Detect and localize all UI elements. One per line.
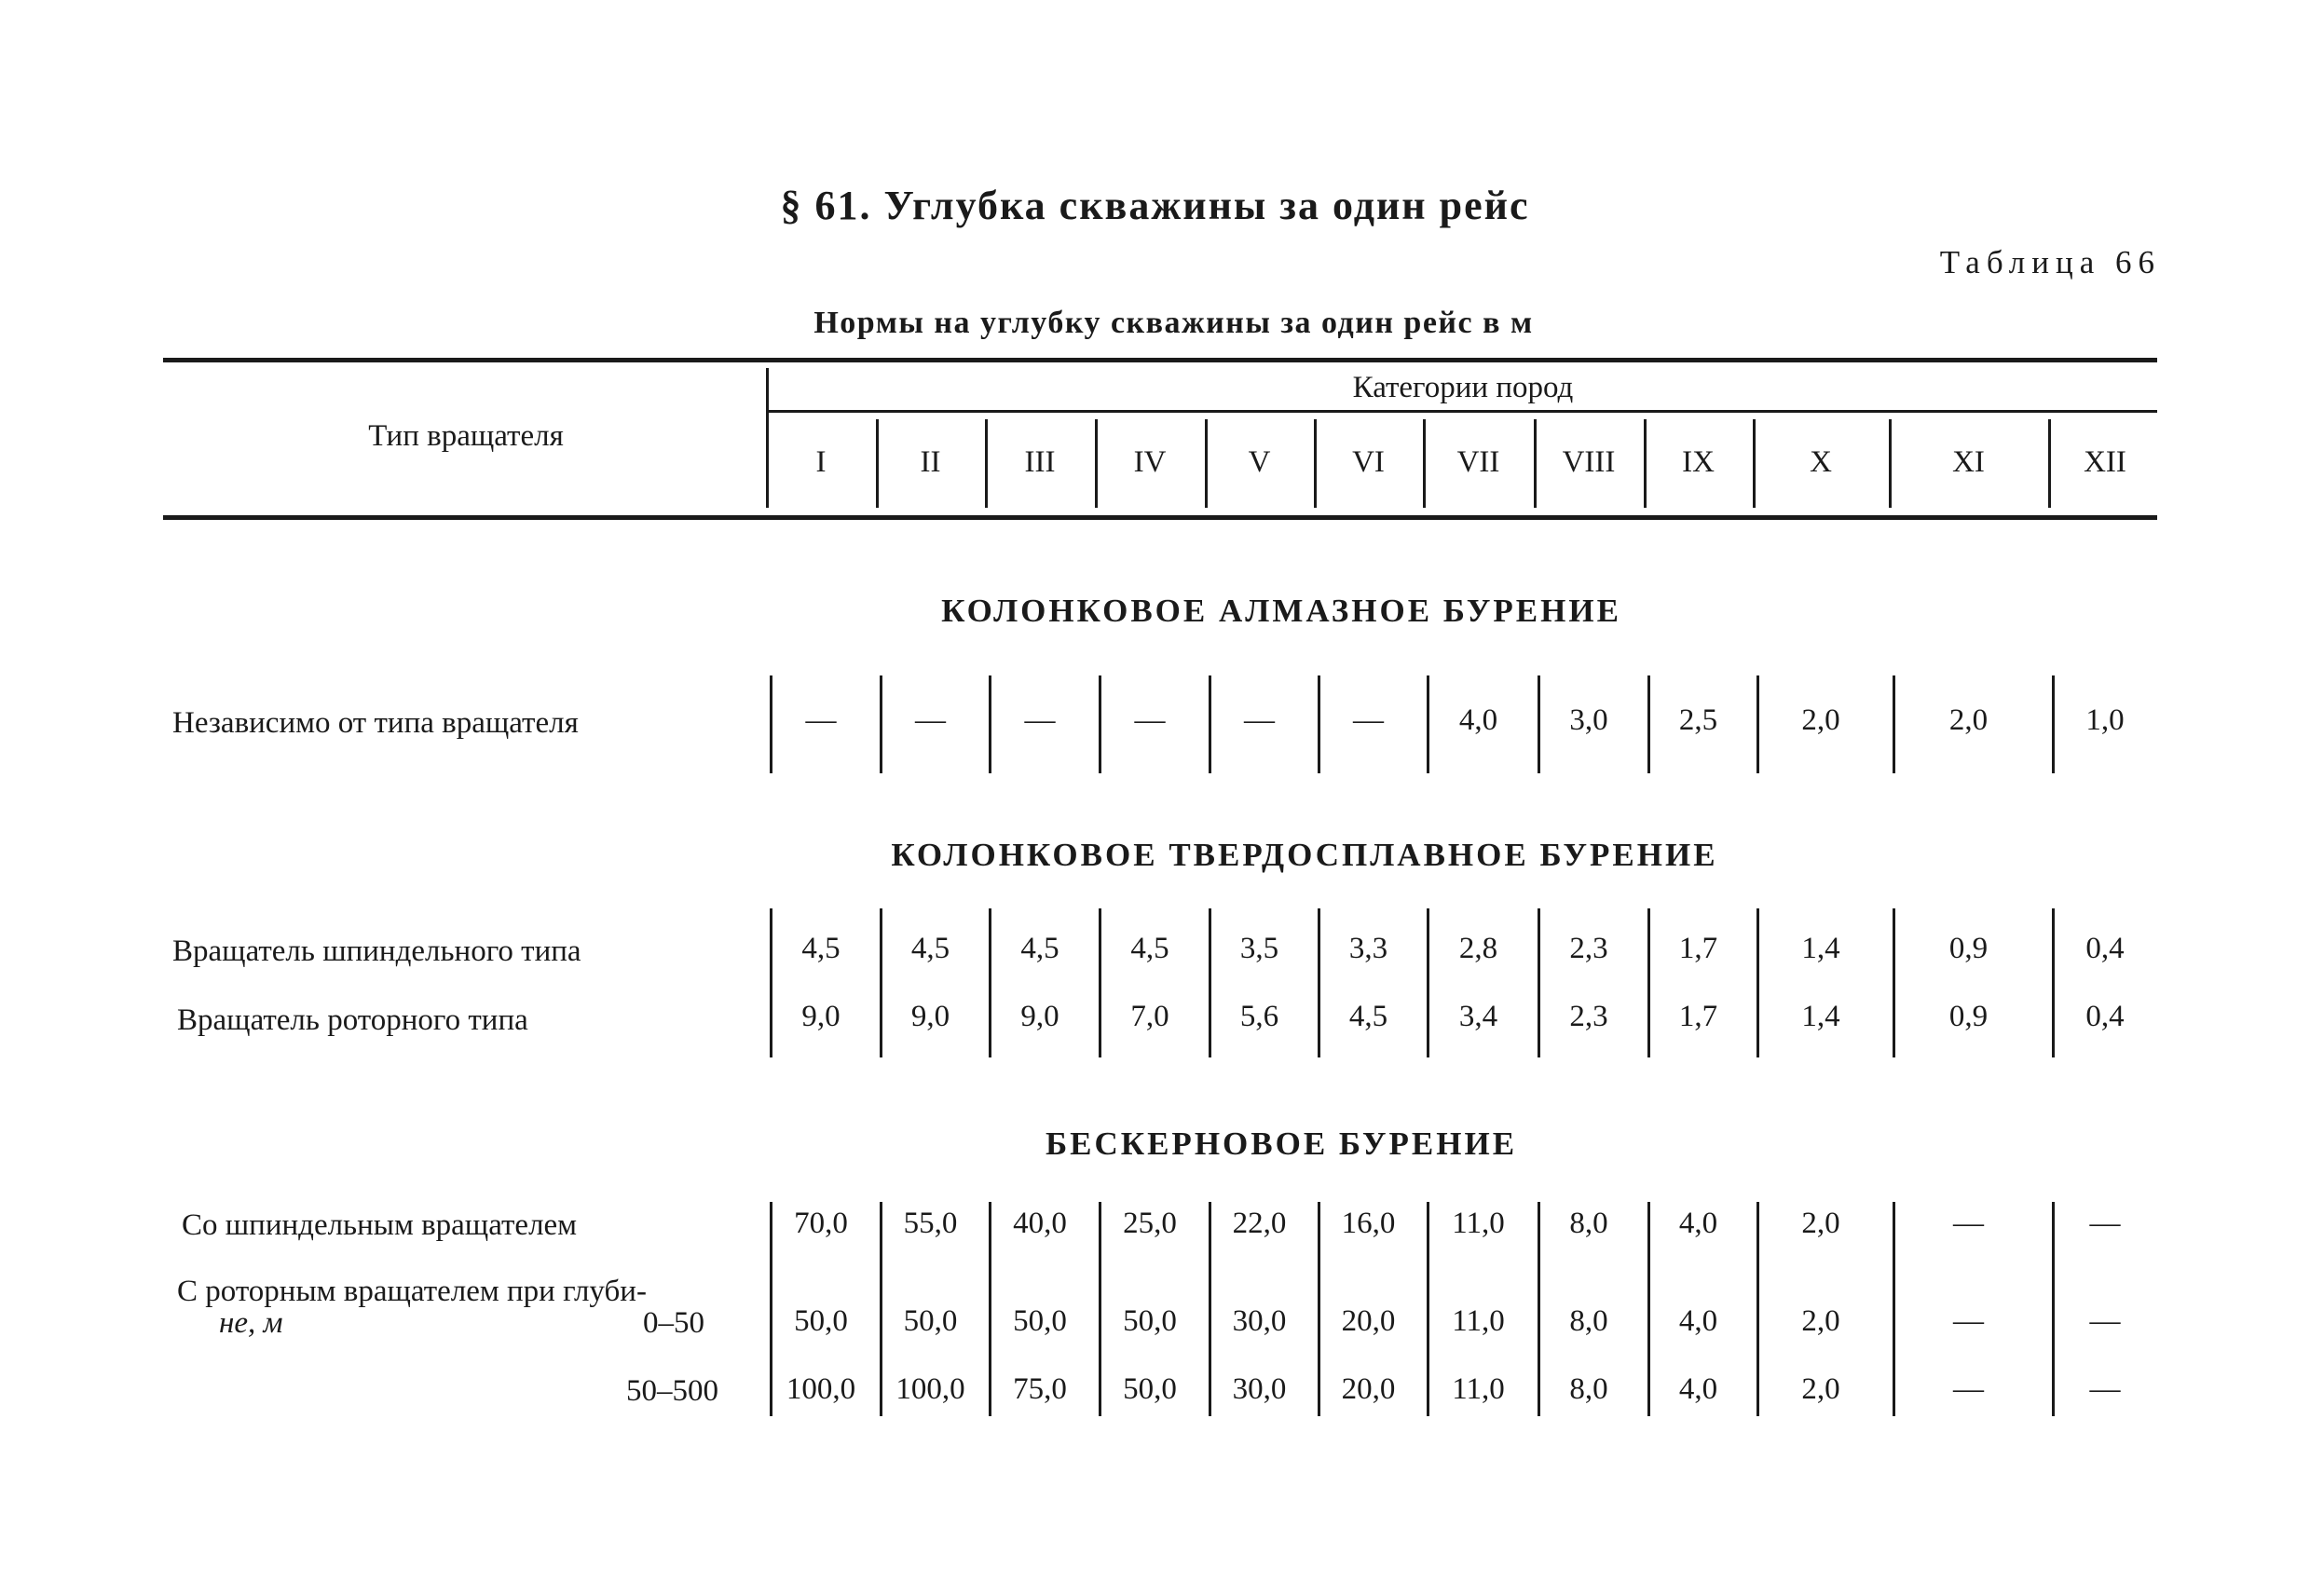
table-cell: 2,0	[1801, 1304, 1840, 1338]
body-column-divider	[989, 908, 991, 1057]
body-column-divider	[1099, 908, 1101, 1057]
table-cell: 4,0	[1458, 703, 1498, 737]
body-column-divider	[1893, 908, 1895, 1057]
table-cell: 0,9	[1948, 932, 1989, 965]
rotator-type-header: Тип вращателя	[368, 419, 564, 453]
table-cell: 2,0	[1801, 1372, 1840, 1406]
table-cell: 1,4	[1801, 1000, 1840, 1033]
body-column-divider	[2052, 908, 2055, 1057]
diamond-drilling-title: КОЛОНКОВОЕ АЛМАЗНОЕ БУРЕНИЕ	[941, 593, 1621, 629]
table-cell: —	[1134, 703, 1166, 737]
row-label-coreless-rotary-cont: не, м	[219, 1306, 283, 1340]
body-column-divider	[1756, 908, 1759, 1057]
section-heading: § 61. Углубка скважины за один рейс	[780, 183, 1530, 228]
table-cell: —	[2089, 1207, 2121, 1240]
table-cell: 11,0	[1452, 1207, 1505, 1240]
table-cell: —	[1244, 703, 1275, 737]
category-header: X	[1810, 445, 1832, 479]
body-column-divider	[1647, 908, 1650, 1057]
body-column-divider	[1756, 675, 1759, 773]
header-column-divider	[2048, 419, 2051, 508]
table-cell: —	[915, 703, 946, 737]
table-cell: 8,0	[1569, 1207, 1608, 1240]
table-cell: 2,0	[1948, 703, 1989, 737]
table-cell: 20,0	[1341, 1372, 1396, 1406]
body-column-divider	[770, 908, 772, 1057]
body-column-divider	[1538, 908, 1540, 1057]
table-cell: 3,5	[1239, 932, 1279, 965]
table-cell: 25,0	[1123, 1207, 1177, 1240]
row-label-rotary-rotator: Вращатель роторного типа	[177, 1003, 528, 1037]
table-cell: 100,0	[895, 1372, 965, 1406]
table-cell: 4,5	[1348, 1000, 1388, 1033]
header-column-divider	[1534, 419, 1537, 508]
table-cell: 55,0	[903, 1207, 958, 1240]
table-cell: 11,0	[1452, 1304, 1505, 1338]
table-cell: 9,0	[1020, 1000, 1059, 1033]
table-cell: 5,6	[1239, 1000, 1279, 1033]
body-column-divider	[1318, 908, 1320, 1057]
table-cell: 50,0	[1013, 1304, 1067, 1338]
body-column-divider	[880, 908, 882, 1057]
table-cell: —	[1953, 1304, 1984, 1338]
coreless-drilling-title: БЕСКЕРНОВОЕ БУРЕНИЕ	[1045, 1125, 1518, 1162]
row-label-coreless-rotary: С роторным вращателем при глуби-	[177, 1275, 647, 1308]
table-cell: 4,5	[910, 932, 950, 965]
table-cell: 4,0	[1678, 1207, 1718, 1240]
table-cell: 22,0	[1232, 1207, 1287, 1240]
table-cell: 7,0	[1130, 1000, 1169, 1033]
table-cell: 50,0	[794, 1304, 848, 1338]
category-header: XII	[2084, 445, 2126, 479]
table-cell: 9,0	[801, 1000, 841, 1033]
body-column-divider	[1893, 675, 1895, 773]
table-cell: 8,0	[1569, 1372, 1608, 1406]
table-number: Таблица 66	[1939, 244, 2161, 280]
table-cell: 1,7	[1678, 932, 1718, 965]
category-header: IV	[1133, 445, 1167, 479]
table-cell: 3,4	[1458, 1000, 1498, 1033]
category-header: VIII	[1562, 445, 1616, 479]
table-cell: 4,5	[801, 932, 841, 965]
header-column-divider	[985, 419, 988, 508]
table-cell: 100,0	[786, 1372, 856, 1406]
header-top-rule	[163, 358, 2157, 362]
table-cell: 2,3	[1569, 932, 1608, 965]
table-cell: —	[805, 703, 837, 737]
category-header: II	[920, 445, 941, 479]
table-cell: 9,0	[910, 1000, 950, 1033]
body-column-divider	[1893, 1202, 1895, 1416]
category-header: I	[815, 445, 827, 479]
table-cell: —	[1953, 1372, 1984, 1406]
header-column-divider	[1753, 419, 1756, 508]
row-label-any-rotator: Независимо от типа вращателя	[172, 706, 579, 740]
categories-divider-rule	[769, 410, 2157, 413]
table-cell: 2,0	[1801, 1207, 1840, 1240]
table-cell: 0,4	[2085, 932, 2125, 965]
table-cell: —	[1953, 1207, 1984, 1240]
table-cell: 8,0	[1569, 1304, 1608, 1338]
table-cell: 4,0	[1678, 1304, 1718, 1338]
body-column-divider	[1756, 1202, 1759, 1416]
body-column-divider	[1427, 908, 1429, 1057]
table-cell: 2,8	[1458, 932, 1498, 965]
table-cell: 1,0	[2085, 703, 2125, 737]
hard-alloy-drilling-title: КОЛОНКОВОЕ ТВЕРДОСПЛАВНОЕ БУРЕНИЕ	[891, 837, 1718, 873]
table-caption: Нормы на углубку скважины за один рейс в м	[813, 306, 1534, 340]
table-cell: 16,0	[1341, 1207, 1396, 1240]
header-column-divider	[1423, 419, 1426, 508]
table-cell: 70,0	[794, 1207, 848, 1240]
depth-range-0-50: 0–50	[643, 1306, 704, 1340]
table-cell: 30,0	[1232, 1372, 1287, 1406]
header-column-divider	[1095, 419, 1098, 508]
category-header: III	[1024, 445, 1056, 479]
row-label-coreless-spindle: Со шпиндельным вращателем	[182, 1208, 578, 1242]
table-cell: 0,9	[1948, 1000, 1989, 1033]
table-cell: —	[2089, 1304, 2121, 1338]
table-cell: 40,0	[1013, 1207, 1067, 1240]
table-cell: 2,0	[1801, 703, 1840, 737]
category-header: VII	[1456, 445, 1500, 479]
table-cell: 2,5	[1678, 703, 1718, 737]
category-header: V	[1248, 445, 1271, 479]
table-cell: 3,3	[1348, 932, 1388, 965]
table-cell: 50,0	[903, 1304, 958, 1338]
category-header: IX	[1682, 445, 1715, 479]
header-column-divider	[766, 368, 769, 508]
table-cell: 0,4	[2085, 1000, 2125, 1033]
table-cell: 4,5	[1130, 932, 1169, 965]
table-cell: 1,7	[1678, 1000, 1718, 1033]
table-cell: —	[1353, 703, 1384, 737]
table-cell: 30,0	[1232, 1304, 1287, 1338]
table-cell: 50,0	[1123, 1372, 1177, 1406]
rock-categories-header: Категории пород	[1352, 371, 1574, 404]
category-header: VI	[1352, 445, 1385, 479]
body-column-divider	[1209, 908, 1211, 1057]
table-cell: 1,4	[1801, 932, 1840, 965]
table-cell: —	[2089, 1372, 2121, 1406]
row-label-spindle-rotator: Вращатель шпиндельного типа	[172, 934, 581, 968]
header-bottom-rule	[163, 515, 2157, 520]
table-cell: 4,0	[1678, 1372, 1718, 1406]
table-cell: 3,0	[1569, 703, 1608, 737]
table-cell: —	[1024, 703, 1056, 737]
header-column-divider	[1889, 419, 1892, 508]
table-cell: 50,0	[1123, 1304, 1177, 1338]
table-cell: 4,5	[1020, 932, 1059, 965]
category-header: XI	[1952, 445, 1985, 479]
table-cell: 75,0	[1013, 1372, 1067, 1406]
depth-range-50-500: 50–500	[626, 1374, 718, 1408]
table-cell: 2,3	[1569, 1000, 1608, 1033]
table-cell: 20,0	[1341, 1304, 1396, 1338]
table-cell: 11,0	[1452, 1372, 1505, 1406]
